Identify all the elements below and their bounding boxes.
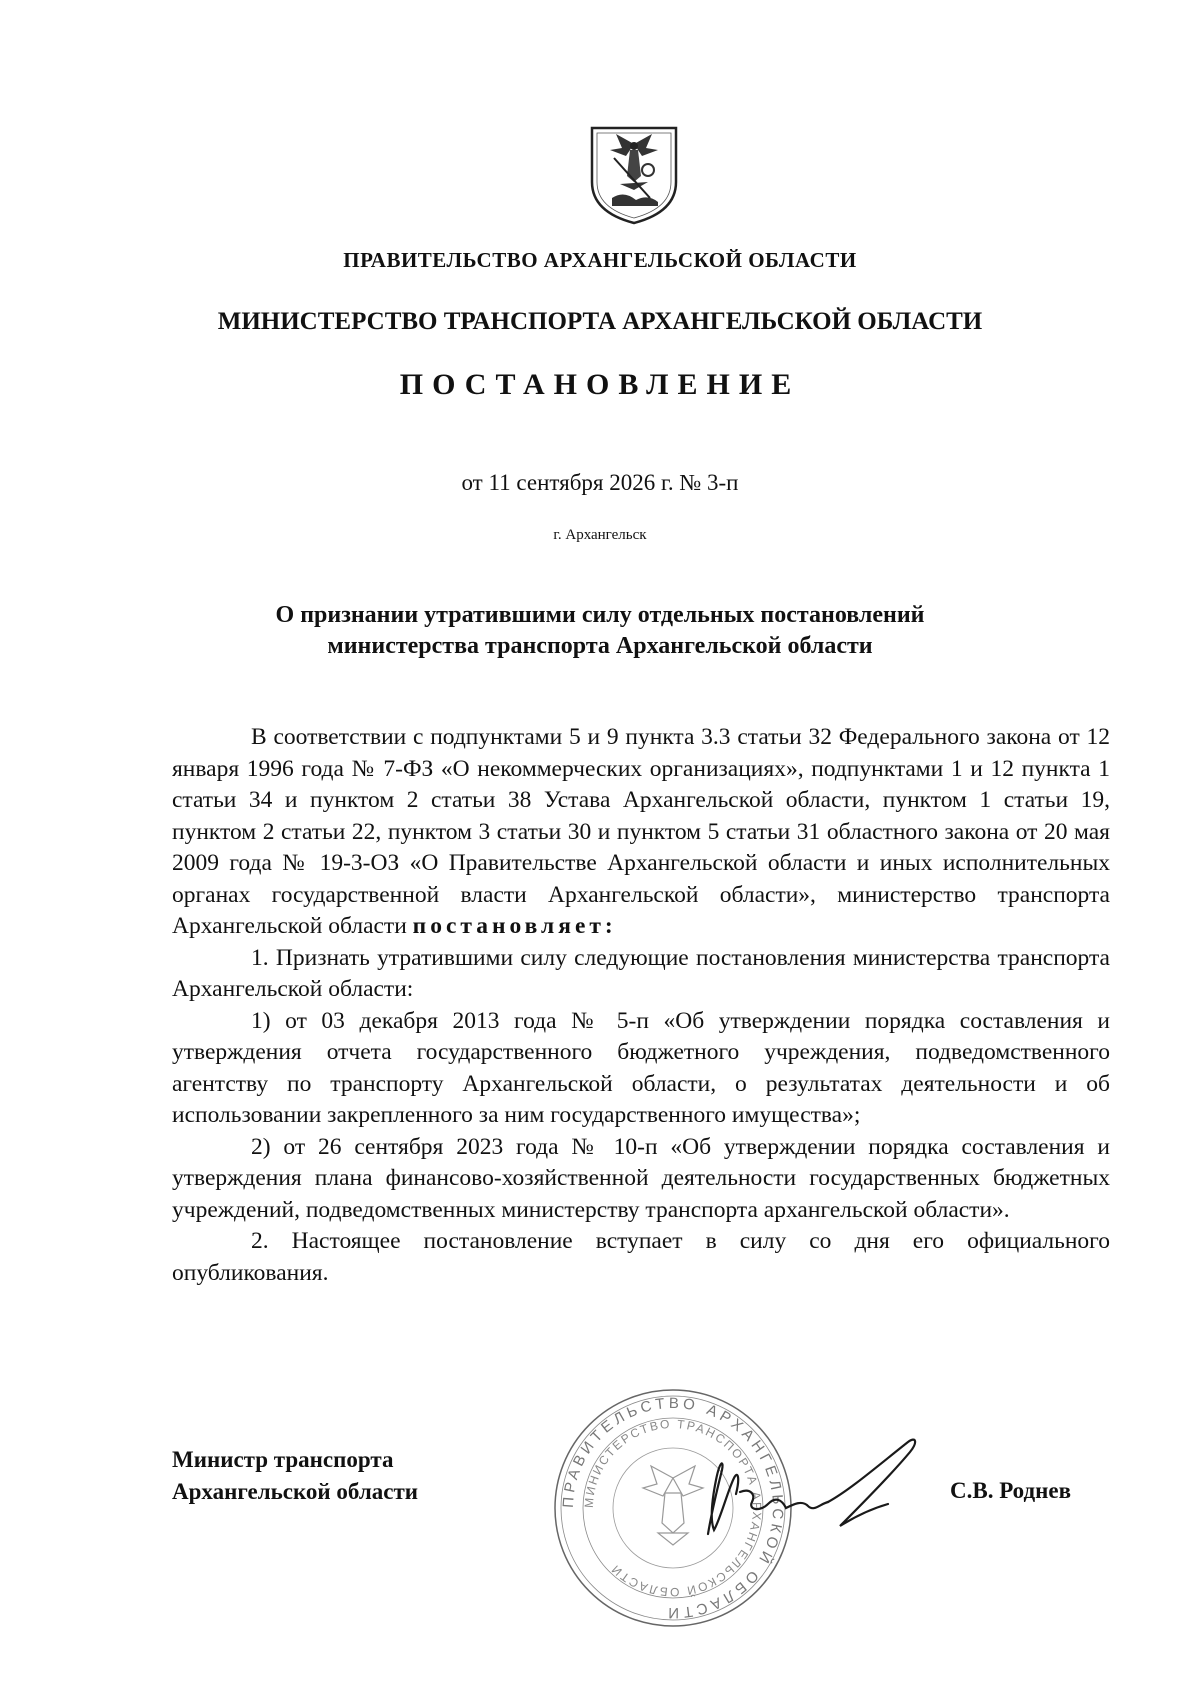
stamp-inner-text: МИНИСТЕРСТВО ТРАНСПОРТА АРХАНГЕЛЬСКОЙ ОБЛАСТИ (581, 1416, 765, 1600)
item-1: 1. Признать утратившими силу следующие постановления министерства транспорта Архангельской области: (172, 944, 1110, 1002)
item-1-1: 1) от 03 декабря 2013 года № 5-п «Об утверждении порядка составления и утверждения отчета государственного бюджетного учреждения, подведомственного агентству по транспорту Архангельской области, о результатах деятельности и об использовании закрепленного за ним государственного имущества»; (172, 1007, 1110, 1128)
stamp-outer-text: ПРАВИТЕЛЬСТВО АРХАНГЕЛЬСКОЙ ОБЛАСТИ (559, 1394, 787, 1622)
document-type: ПОСТАНОВЛЕНИЕ (399, 368, 801, 401)
preamble-paragraph (172, 722, 1110, 943)
subject-line-2: министерства транспорта Архангельской области (327, 633, 873, 659)
handwritten-signature (690, 1430, 960, 1550)
date-number: от 11 сентября 2026 г. № 3-п (461, 470, 739, 495)
item-2: 2. Настоящее постановление вступает в силу со дня его официального опубликования. (172, 1228, 1110, 1286)
signatory-title (172, 1444, 418, 1508)
signatory-title-line-2: Архангельской области (172, 1479, 419, 1504)
document-subject (0, 600, 1200, 662)
preamble-text: В соответствии с подпунктами 5 и 9 пункта 3.3 статьи 32 Федерального закона от 12 января 1996 года № 7-ФЗ «О некоммерческих организациях», подпунктами 1 и 12 пункта 1 статьи 34 и пунктом 2 статьи 38 Устава Архангельской области, пунктом 1 статьи 19, пунктом 2 статьи 22, пунктом 3 статьи 30 и пунктом 5 статьи 31 областного закона от 20 мая 2009 года № 19-3-ОЗ «О Правительстве Архангельской области и иных исполнительных органах государственной власти Архангельской области», министерство транспорта Архангельской области (172, 724, 1110, 939)
document-body (172, 722, 1110, 1289)
item-1-2: 2) от 26 сентября 2023 года № 10-п «Об утверждении порядка составления и утверждения плана финансово-хозяйственной деятельности государственных бюджетных учреждений, подведомственных министерству транспорта архангельской области». (172, 1133, 1110, 1223)
government-heading: ПРАВИТЕЛЬСТВО АРХАНГЕЛЬСКОЙ ОБЛАСТИ (343, 248, 857, 272)
city: г. Архангельск (553, 527, 647, 543)
ministry-heading: МИНИСТЕРСТВО ТРАНСПОРТА АРХАНГЕЛЬСКОЙ ОБЛАСТИ (217, 308, 983, 335)
coat-of-arms-icon (584, 124, 684, 226)
decree-word: постановляет: (412, 913, 617, 939)
signatory-title-line-1: Министр транспорта (172, 1447, 394, 1472)
subject-line-1: О признании утратившими силу отдельных постановлений (275, 602, 925, 628)
signatory-name: С.В. Роднев (950, 1478, 1072, 1503)
